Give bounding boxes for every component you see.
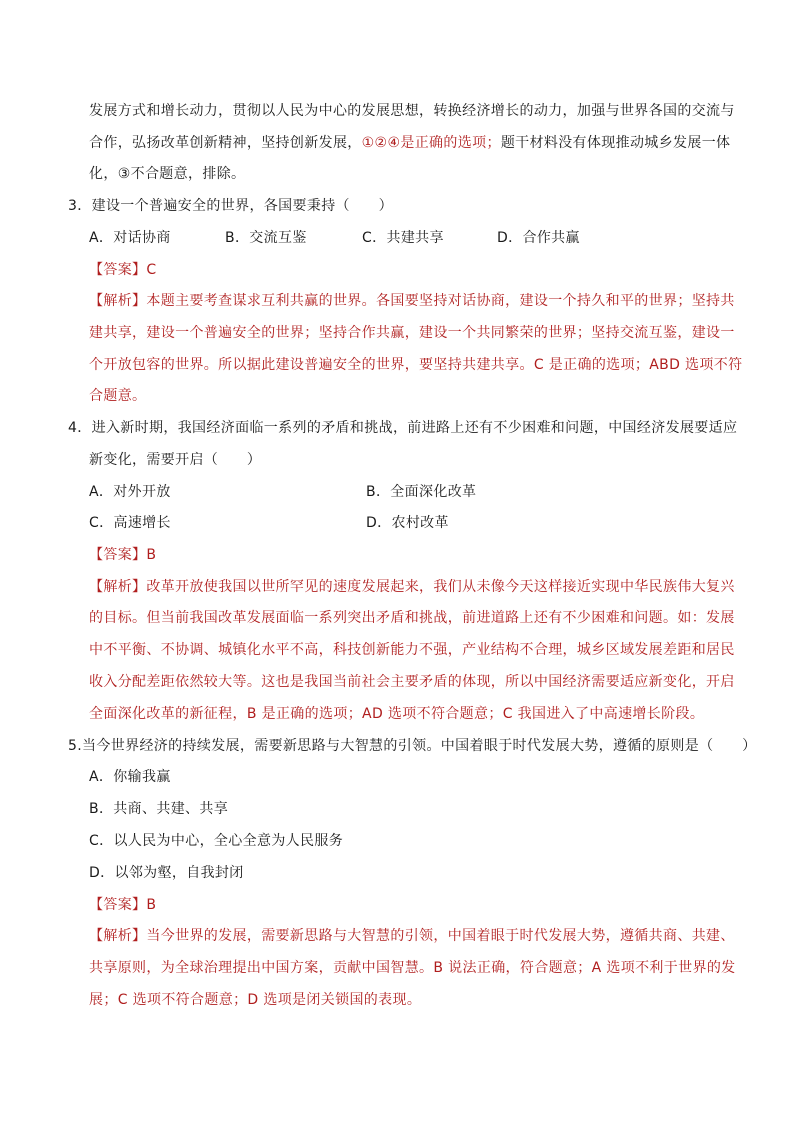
q4-analysis-tag: 【解析】 — [89, 579, 147, 595]
q5-option-a: A．你输我赢 — [89, 769, 171, 785]
prev-explanation-line-1: 发展方式和增长动力，贯彻以人民为中心的发展思想，转换经济增长的动力，加强与世界各国的交流与 — [89, 103, 735, 119]
prev-explanation-line-3: 化，③不合题意，排除。 — [89, 166, 246, 182]
q5-analysis-line-2: 共享原则，为全球治理提出中国方案，贡献中国智慧。B 说法正确，符合题意；A 选项不利于世界的发 — [89, 960, 736, 976]
q3-option-c: C．共建共享 — [362, 230, 444, 246]
q5-option-c: C．以人民为中心，全心全意为人民服务 — [89, 833, 344, 849]
q3-option-b: B．交流互鉴 — [225, 230, 307, 246]
q4-analysis-line-2: 的目标。但当前我国改革发展面临一系列突出矛盾和挑战，前进道路上还有不少困难和问题。如：发展 — [89, 610, 735, 626]
q3-stem: 3．建设一个普遍安全的世界，各国要秉持（ ） — [68, 198, 393, 214]
q4-option-d: D．农村改革 — [366, 515, 449, 531]
q3-answer: 【答案】C — [89, 262, 157, 278]
q3-analysis-line-3: 个开放包容的世界。所以据此建设普遍安全的世界，要坚持共建共享。C 是正确的选项；ABD 选项不符 — [89, 357, 743, 373]
q5-analysis-line-3: 展；C 选项不符合题意；D 选项是闭关锁国的表现。 — [89, 992, 422, 1008]
q4-stem-line-1: 4．进入新时期，我国经济面临一系列的矛盾和挑战，前进路上还有不少困难和问题，中国经济发展要适应 — [68, 420, 738, 436]
q3-option-d: D．合作共赢 — [497, 230, 580, 246]
q3-analysis-line-2: 建共享，建设一个普遍安全的世界；坚持合作共赢，建设一个共同繁荣的世界；坚持交流互鉴，建设一 — [89, 325, 735, 341]
q3-analysis-line-1: 【解析】本题主要考查谋求互利共赢的世界。各国要坚持对话协商，建设一个持久和平的世界；坚持共 — [89, 293, 735, 309]
q4-option-c: C．高速增长 — [89, 515, 171, 531]
prev-explanation-line-2: 合作，弘扬改革创新精神，坚持创新发展，①②④是正确的选项；题干材料没有体现推动城乡发展一体 — [89, 135, 731, 151]
q4-analysis-line-5: 全面深化改革的新征程，B 是正确的选项；AD 选项不符合题意；C 我国进入了中高速增长阶段。 — [89, 706, 705, 722]
q5-option-b: B．共商、共建、共享 — [89, 801, 229, 817]
q5-stem: 5.当今世界经济的持续发展，需要新思路与大智慧的引领。中国着眼于时代发展大势，遵循的原则是（ ） — [68, 738, 757, 754]
q4-analysis-line-4: 收入分配差距依然较大等。这也是我国当前社会主要矛盾的体现，所以中国经济需要适应新变化，开启 — [89, 674, 735, 690]
q4-analysis-line-3: 中不平衡、不协调、城镇化水平不高，科技创新能力不强，产业结构不合理，城乡区域发展差距和居民 — [89, 642, 735, 658]
q5-analysis-tag: 【解析】 — [89, 928, 147, 944]
q3-analysis-line-4: 合题意。 — [89, 388, 147, 404]
q3-analysis-tag: 【解析】 — [89, 293, 147, 309]
q5-analysis-line-1: 【解析】当今世界的发展，需要新思路与大智慧的引领，中国着眼于时代发展大势，遵循共商、共建、 — [89, 928, 735, 944]
correct-options-highlight: ①②④是正确的选项； — [361, 135, 501, 151]
q3-option-a: A．对话协商 — [89, 230, 171, 246]
q4-analysis-line-1: 【解析】改革开放使我国以世所罕见的速度发展起来，我们从未像今天这样接近实现中华民族伟大复兴 — [89, 579, 735, 595]
q5-option-d: D．以邻为壑，自我封闭 — [89, 865, 244, 881]
q4-option-a: A．对外开放 — [89, 484, 171, 500]
q4-answer: 【答案】B — [89, 547, 157, 563]
q5-answer: 【答案】B — [89, 897, 157, 913]
q4-option-b: B．全面深化改革 — [366, 484, 477, 500]
q4-stem-line-2: 新变化，需要开启（ ） — [89, 452, 262, 468]
